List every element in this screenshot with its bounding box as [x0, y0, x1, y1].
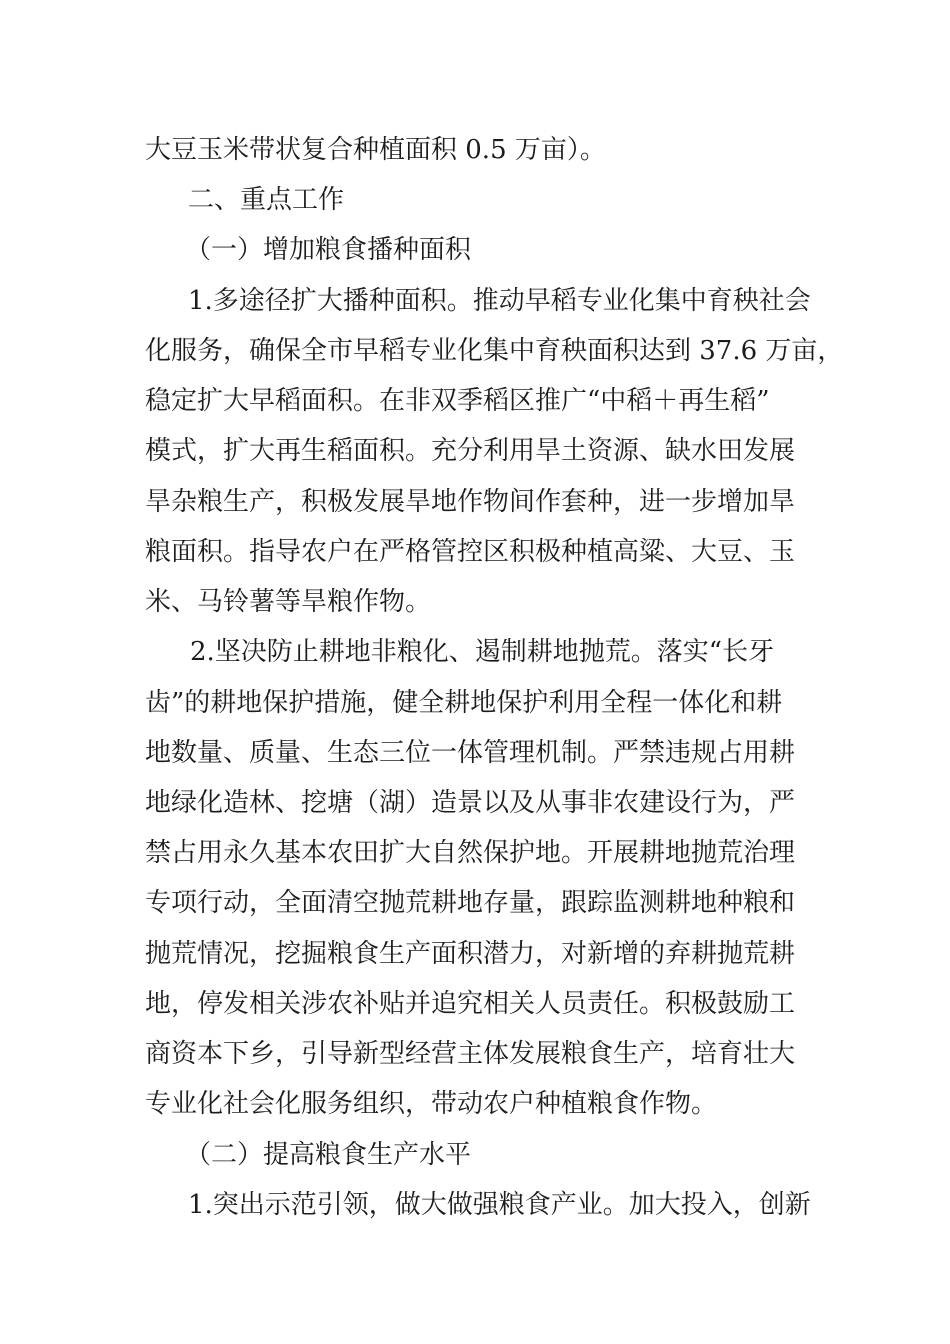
text-line: 米、马铃薯等旱粮作物。 [145, 587, 432, 617]
text-line: 禁占用永久基本农田扩大自然保护地。开展耕地抛荒治理 [145, 838, 796, 868]
text-line: 旱杂粮生产，积极发展旱地作物间作套种，进一步增加旱 [145, 487, 796, 517]
subsection-heading: （二）提高粮食生产水平 [185, 1140, 472, 1170]
text-line: 稳定扩大早稻面积。在非双季稻区推广“中稻＋再生稻” [145, 386, 770, 416]
text-line: 齿”的耕地保护措施，健全耕地保护利用全程一体化和耕 [145, 688, 783, 718]
text-line: 2.坚决防止耕地非粮化、遏制耕地抛荒。落实“长牙 [190, 637, 775, 667]
text-line: 抛荒情况，挖掘粮食生产面积潜力，对新增的弃耕抛荒耕 [145, 939, 796, 969]
subsection-heading: （一）增加粮食播种面积 [185, 235, 472, 265]
text-line: 1.突出示范引领，做大做强粮食产业。加大投入，创新 [188, 1190, 811, 1220]
text-line: 专业化社会化服务组织，带动农户种植粮食作物。 [145, 1089, 718, 1119]
text-line: 1.多途径扩大播种面积。推动早稻专业化集中育秧社会 [188, 286, 811, 316]
text-line: 地，停发相关涉农补贴并追究相关人员责任。积极鼓励工 [145, 989, 796, 1019]
section-heading: 二、重点工作 [188, 185, 345, 215]
text-line: 商资本下乡，引导新型经营主体发展粮食生产，培育壮大 [145, 1039, 796, 1069]
text-line: 模式，扩大再生稻面积。充分利用旱土资源、缺水田发展 [145, 436, 796, 466]
text-line: 专项行动，全面清空抛荒耕地存量，跟踪监测耕地种粮和 [145, 888, 796, 918]
text-line: 地数量、质量、生态三位一体管理机制。严禁违规占用耕 [145, 738, 796, 768]
text-line: 粮面积。指导农户在严格管控区积极种植高粱、大豆、玉 [145, 537, 796, 567]
text-line: 大豆玉米带状复合种植面积 0.5 万亩）。 [145, 135, 606, 165]
text-line: 化服务，确保全市早稻专业化集中育秧面积达到 37.6 万亩， [145, 336, 844, 366]
text-line: 地绿化造林、挖塘（湖）造景以及从事非农建设行为，严 [145, 788, 796, 818]
